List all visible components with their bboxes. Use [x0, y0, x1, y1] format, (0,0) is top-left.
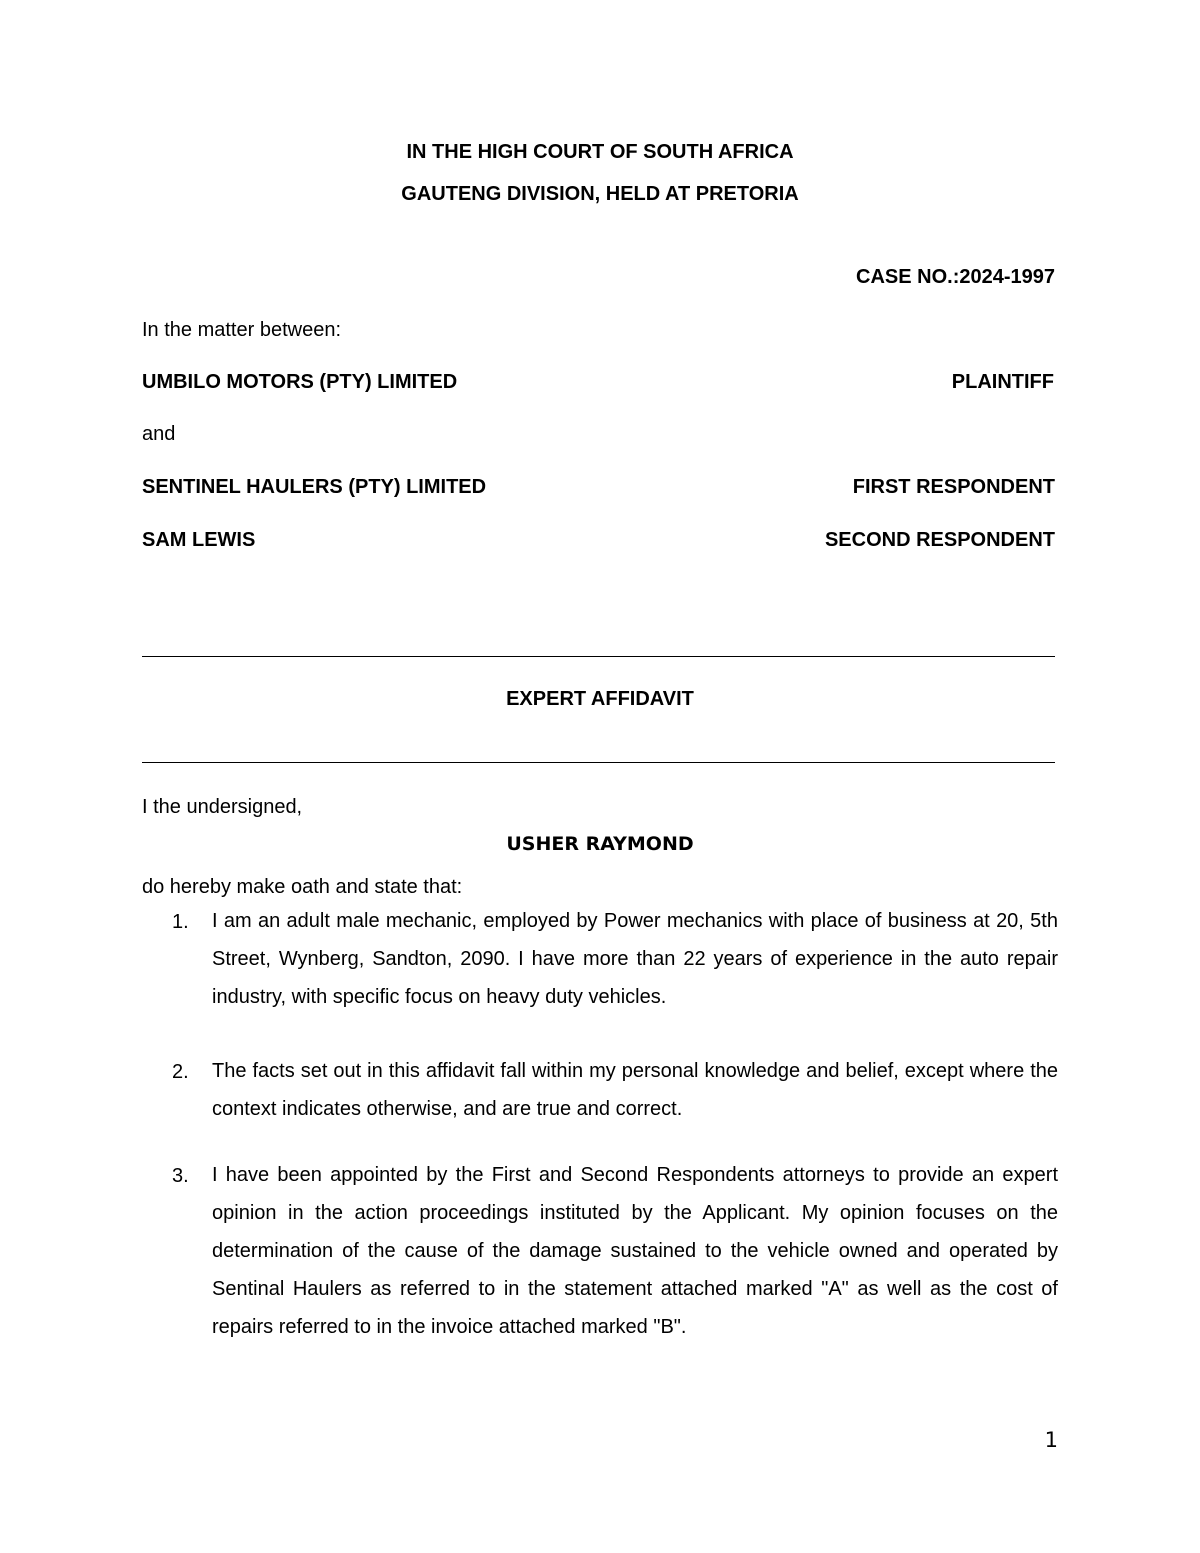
second-respondent-role: SECOND RESPONDENT: [824, 529, 1055, 551]
paragraph-number: 1.: [172, 911, 189, 933]
first-respondent-name: SENTINEL HAULERS (PTY) LIMITED: [142, 476, 487, 498]
deponent-name: USHER RAYMOND: [506, 833, 694, 855]
title-top-rule: [142, 656, 1055, 657]
first-respondent-role: FIRST RESPONDENT: [852, 476, 1055, 498]
title-bottom-rule: [142, 762, 1055, 763]
plaintiff-name: UMBILO MOTORS (PTY) LIMITED: [142, 371, 458, 393]
paragraph-number: 2.: [172, 1061, 189, 1083]
second-respondent-name: SAM LEWIS: [142, 529, 256, 551]
page-number: 1: [1044, 1428, 1058, 1452]
paragraph-text: I have been appointed by the First and Second Respondents attorneys to provide an expert opinion in the action proceedings instituted by the Applicant. My opinion focuses on the determination of the cause of the damage sustained to the vehicle owned and operated by Sentinal Haulers as referred to in the statement attached marked "A" as well as the cost of repairs referred to in the invoice attached marked "B".: [212, 1164, 1058, 1338]
court-heading: IN THE HIGH COURT OF SOUTH AFRICA: [406, 141, 794, 163]
document-title: EXPERT AFFIDAVIT: [506, 688, 694, 710]
paragraph-number: 3.: [172, 1165, 189, 1187]
paragraph-text: The facts set out in this affidavit fall within my personal knowledge and belief, except where the context indicates otherwise, and are true and correct.: [212, 1060, 1058, 1120]
parties-conjunction: and: [142, 423, 176, 445]
oath-statement: do hereby make oath and state that:: [142, 876, 463, 898]
plaintiff-role: PLAINTIFF: [951, 371, 1054, 393]
paragraph-text: I am an adult male mechanic, employed by Power mechanics with place of business at 20, 5th Street, Wynberg, Sandton, 2090. I have more than 22 years of experience in the auto repair industry, with specific focus on heavy duty vehicles.: [212, 910, 1058, 1008]
parties-intro: In the matter between:: [142, 319, 342, 341]
deponent-intro: I the undersigned,: [142, 796, 303, 818]
case-number: CASE NO.:2024-1997: [856, 266, 1055, 288]
division-heading: GAUTENG DIVISION, HELD AT PRETORIA: [401, 183, 799, 205]
